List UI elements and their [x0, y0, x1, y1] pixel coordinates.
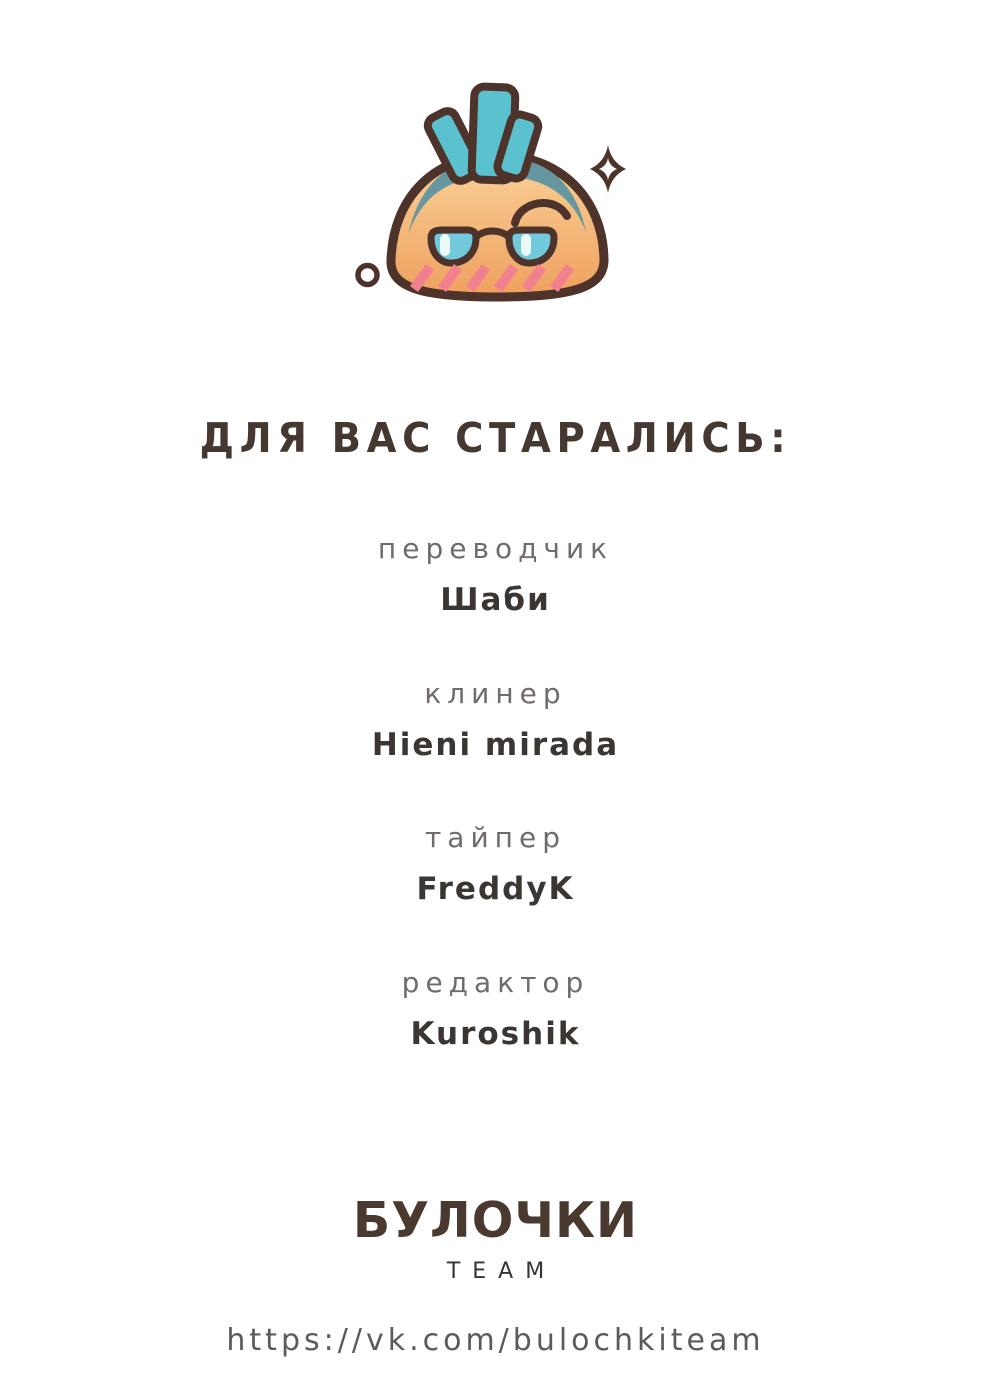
page-title: ДЛЯ ВАС СТАРАЛИСЬ:	[199, 414, 792, 462]
role-name: Шаби	[440, 582, 551, 618]
credit-editor	[0, 967, 991, 1052]
team-name: БУЛОЧКИ	[352, 1192, 639, 1249]
credit-translator	[0, 533, 991, 618]
role-name: FreddyK	[416, 871, 575, 907]
team-label: TEAM	[446, 1259, 557, 1284]
role-name: Hieni mirada	[371, 727, 620, 763]
team-url: https://vk.com/bulochkiteam	[226, 1323, 765, 1358]
role-label: тайпер	[425, 821, 566, 854]
role-label: клинер	[424, 677, 567, 710]
role-label: переводчик	[377, 532, 614, 565]
sparkle-icon	[590, 145, 626, 193]
credit-typesetter	[0, 822, 991, 907]
role-name: Kuroshik	[410, 1016, 581, 1052]
bun-mascot-icon	[340, 70, 670, 330]
credit-cleaner	[0, 678, 991, 763]
role-label: редактор	[401, 966, 590, 999]
bubble-circle-icon	[358, 266, 377, 285]
